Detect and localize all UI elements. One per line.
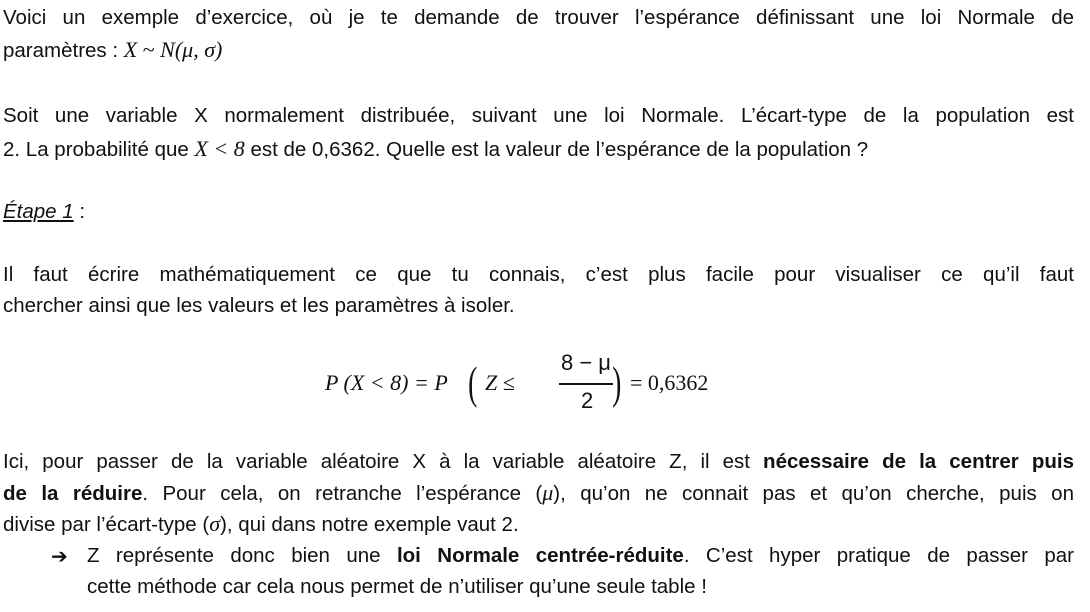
formula-denominator: 2 — [581, 388, 594, 413]
problem-line-2-a: 2. La probabilité que — [3, 138, 195, 161]
explanation-line-2: chercher ainsi que les valeurs et les paramètres à isoler. — [3, 294, 515, 317]
note-line-2 — [3, 481, 1074, 506]
intro-math-x: X — [123, 37, 138, 62]
bullet-line-1 — [87, 544, 1074, 568]
step-label: Étape 1 — [3, 200, 74, 223]
note-line-3 — [3, 512, 519, 537]
note-line-3-b: ), qui dans notre exemple vaut 2. — [220, 513, 519, 536]
step-heading — [3, 200, 85, 224]
note-line-2-b: ), qu’on ne connait pas et qu’on cherche, puis on — [553, 482, 1074, 505]
note-mu: μ — [542, 480, 554, 505]
intro-line-1: Voici un exemple d’exercice, où je te demande de trouver l’espérance définissant une loi Normale de — [3, 6, 1074, 29]
formula-fraction-bar — [559, 383, 613, 385]
note-line-1 — [3, 450, 1074, 474]
formula-left-paren: ( — [468, 357, 478, 408]
bullet-line-2: cette méthode car cela nous permet de n’utiliser qu’une seule table ! — [87, 575, 707, 598]
bullet-line-1-b: . C’est hyper pratique de passer par — [683, 544, 1074, 567]
formula-rhs: = 0,6362 — [630, 370, 709, 395]
problem-line-1: Soit une variable X normalement distribuée, suivant une loi Normale. L’écart-type de la population est — [3, 104, 1074, 127]
note-line-2-bold: de la réduire — [3, 482, 143, 505]
note-line-1-bold: nécessaire de la centrer puis — [763, 450, 1074, 473]
note-line-3-a: divise par l’écart-type ( — [3, 513, 210, 536]
intro-math-n: N — [160, 37, 175, 62]
intro-line-2 — [3, 38, 222, 63]
bullet-line-1-bold: loi Normale centrée-réduite — [396, 544, 684, 567]
arrow-bullet-icon: ➔ — [51, 546, 68, 568]
problem-line-2-b: est de 0,6362. Quelle est la valeur de l’espérance de la population ? — [244, 138, 869, 161]
formula-numerator: 8 − μ — [561, 350, 611, 375]
problem-line-2 — [3, 137, 868, 162]
note-line-2-a: . Pour cela, on retranche l’espérance ( — [142, 482, 543, 505]
note-line-1-a: Ici, pour passer de la variable aléatoire X à la variable aléatoire Z, il est — [3, 450, 764, 473]
bullet-line-1-a: Z représente donc bien une — [87, 544, 397, 567]
formula-z-le: Z ≤ — [485, 370, 515, 395]
intro-math-params: (μ, σ) — [174, 37, 223, 62]
note-sigma: σ — [209, 511, 221, 536]
intro-math-tilde: ~ — [137, 37, 161, 62]
intro-line-2-text: paramètres : — [3, 39, 124, 62]
formula-right-paren: ) — [612, 357, 622, 408]
step-suffix: : — [73, 200, 86, 223]
formula-lhs: P (X < 8) = P — [325, 370, 448, 395]
explanation-line-1: Il faut écrire mathématiquement ce que tu connais, c’est plus facile pour visualiser ce qu’il faut — [3, 263, 1074, 286]
problem-math: X < 8 — [194, 136, 245, 161]
